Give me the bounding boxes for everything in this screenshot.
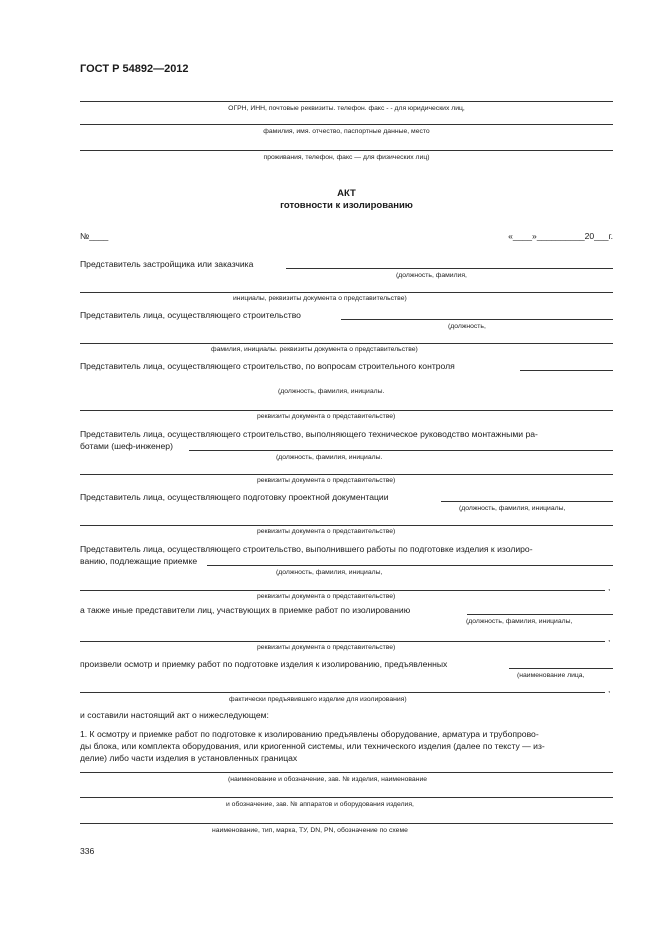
fill-line	[520, 370, 613, 371]
fill-line	[80, 823, 613, 824]
caption: (должность, фамилия, инициалы,	[459, 505, 566, 512]
fill-line	[80, 410, 613, 411]
field-label: Представитель лица, осуществляющего строительство, выполнившего работы по подготовке изделия к изолиро-	[80, 544, 533, 554]
fill-line	[80, 124, 613, 125]
act-title: АКТ	[337, 188, 356, 199]
fill-line	[80, 101, 613, 102]
fill-line	[80, 150, 613, 151]
standard-header: ГОСТ Р 54892—2012	[80, 63, 189, 75]
field-label: Представитель лица, осуществляющего строительство	[80, 310, 301, 320]
caption: (должность, фамилия,	[396, 272, 467, 279]
fill-line	[189, 450, 613, 451]
caption: реквизиты документа о представительстве)	[257, 477, 396, 484]
fill-line	[80, 343, 613, 344]
act-intro: и составили настоящий акт о нижеследующем:	[80, 710, 269, 720]
caption: (должность, фамилия, инициалы,	[276, 569, 383, 576]
caption: реквизиты документа о представительстве)	[257, 593, 396, 600]
caption: проживания, телефон, факс — для физических лиц)	[263, 154, 430, 161]
page-number: 336	[80, 846, 95, 856]
field-label: Представитель лица, осуществляющего строительство, выполняющего техническое руководство монтажными ра-	[80, 429, 538, 439]
caption: инициалы, реквизиты документа о представительстве)	[233, 295, 407, 302]
fill-line	[80, 692, 605, 693]
caption: (наименование и обозначение, зав. № изделия, наименование	[228, 776, 428, 783]
act-subtitle: готовности к изолированию	[280, 200, 413, 211]
caption: фамилия, имя. отчество, паспортные данные, место	[263, 128, 430, 135]
field-label: ванию, подлежащие приемке	[80, 556, 198, 566]
field-label: произвели осмотр и приемку работ по подготовке изделия к изолированию, предъявленных	[80, 659, 448, 669]
act-date: «____»__________20___г.	[508, 231, 613, 241]
fill-line	[80, 590, 605, 591]
fill-line	[341, 319, 613, 320]
fill-line	[80, 641, 605, 642]
caption: (должность, фамилия, инициалы.	[276, 454, 383, 461]
caption: (наименование лица,	[517, 672, 585, 679]
comma: ,	[608, 633, 611, 643]
fill-line	[80, 474, 613, 475]
field-label: Представитель лица, осуществляющего подготовку проектной документации	[80, 492, 389, 502]
caption: (должность, фамилия, инициалы,	[466, 618, 573, 625]
fill-line	[441, 501, 613, 502]
fill-line	[467, 614, 613, 615]
fill-line	[80, 797, 613, 798]
comma: ,	[608, 684, 611, 694]
caption: наименование, тип, марка, ТУ, DN, PN, обозначение по схеме	[212, 827, 408, 834]
fill-line	[80, 292, 613, 293]
fill-line	[286, 268, 613, 269]
fill-line	[509, 668, 613, 669]
item-text: ды блока, или комплекта оборудования, или криогенной системы, или технического изделия (далее по тексту — из-	[80, 741, 545, 751]
fill-line	[207, 565, 613, 566]
fill-line	[80, 772, 613, 773]
fill-line	[80, 525, 613, 526]
act-number: №____	[80, 231, 109, 241]
caption: (должность, фамилия, инициалы.	[278, 388, 385, 395]
caption: фамилия, инициалы. реквизиты документа о представительстве)	[211, 346, 418, 353]
caption: реквизиты документа о представительстве)	[257, 644, 396, 651]
caption: ОГРН, ИНН, почтовые реквизиты. телефон. факс - - для юридических лиц,	[228, 105, 465, 112]
field-label: Представитель застройщика или заказчика	[80, 259, 254, 269]
caption: реквизиты документа о представительстве)	[257, 413, 396, 420]
caption: фактически предъявившего изделие для изолирования)	[229, 696, 407, 703]
item-text: делие) либо части изделия в установленных границах	[80, 753, 298, 763]
field-label: Представитель лица, осуществляющего строительство, по вопросам строительного контроля	[80, 361, 455, 371]
field-label: а также иные представители лиц, участвующих в приемке работ по изолированию	[80, 605, 411, 615]
caption: и обозначение, зав. № аппаратов и оборудования изделия,	[226, 801, 414, 808]
field-label: ботами (шеф-инженер)	[80, 441, 173, 451]
caption: (должность,	[448, 323, 486, 330]
comma: ,	[608, 582, 611, 592]
item-text: 1. К осмотру и приемке работ по подготовке к изолированию предъявлены оборудование, арматура и трубопрово-	[80, 729, 539, 739]
caption: реквизиты документа о представительстве)	[257, 528, 396, 535]
